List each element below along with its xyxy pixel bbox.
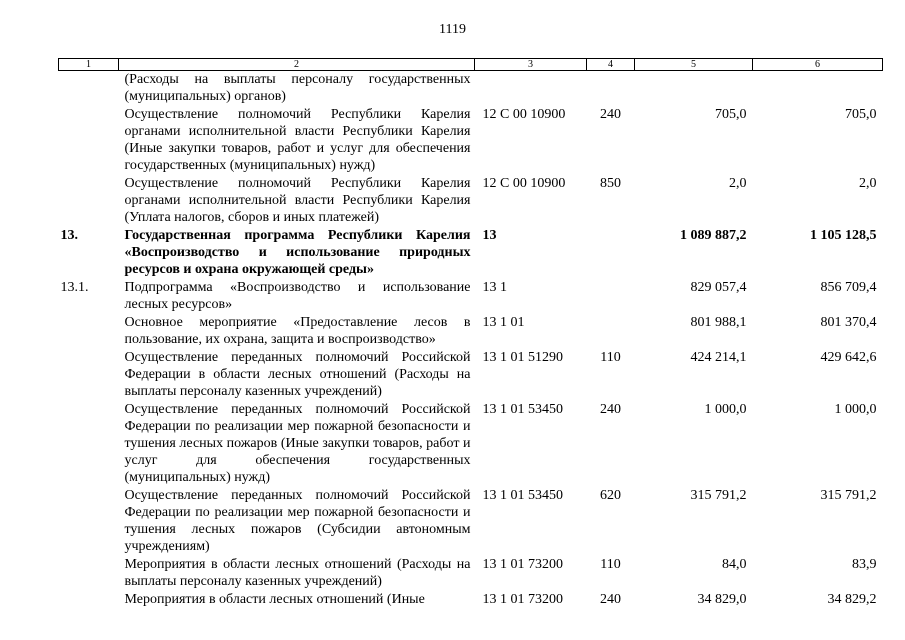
amount-year-2: 34 829,2 [827,592,877,607]
row-description: Осуществление полномочий Республики Карелия органами исполнительной власти Республики Карелия (Уплата налогов, сборов и иных платежей) [124,176,471,225]
row-number [59,556,119,591]
row-description: Государственная программа Республики Карелия «Воспроизводство и использование природных ресурсов и охрана окружающей среды» [124,228,471,277]
expense-type-code [587,279,635,314]
amount-year-2: 429 642,6 [820,350,877,365]
row-description: Осуществление переданных полномочий Российской Федерации по реализации мер пожарной безопасности и тушения лесных пожаров (Иные закупки товаров, работ и услуг для обеспечения государственных (муниципальных) нужд) [124,402,471,485]
table-header [59,59,883,71]
row-description: Подпрограмма «Воспроизводство и использование лесных ресурсов» [124,280,471,312]
table-row [59,175,883,227]
table-row [59,401,883,487]
target-article-code: 12 С 00 10900 [482,176,566,191]
amount-year-1 [635,71,753,107]
target-article-code: 13 1 01 53450 [482,402,563,417]
table-row [59,106,883,175]
table-row [59,227,883,279]
amount-year-1: 1 000,0 [704,402,747,417]
table-row [59,556,883,591]
table-body [59,71,883,610]
table-row [59,591,883,609]
row-number [59,314,119,349]
column-header: 4 [587,59,635,71]
expense-type-code: 110 [600,350,621,365]
target-article-code [475,71,587,107]
row-description: Осуществление переданных полномочий Российской Федерации по реализации мер пожарной безопасности и тушения лесных пожаров (Субсидии автономным учреждениям) [124,488,471,554]
amount-year-2: 705,0 [845,107,877,122]
target-article-code: 13 1 [482,280,507,295]
expense-type-code: 240 [600,402,621,417]
amount-year-2: 1 105 128,5 [810,228,877,243]
expense-type-code [587,71,635,107]
column-header: 5 [635,59,753,71]
table-row [59,279,883,314]
amount-year-1: 84,0 [722,557,747,572]
row-number [59,349,119,401]
table-row [59,487,883,556]
column-header: 1 [59,59,119,71]
column-header: 2 [119,59,475,71]
row-number [59,71,119,107]
target-article-code: 13 1 01 51290 [482,350,563,365]
row-description: (Расходы на выплаты персоналу государственных (муниципальных) органов) [124,72,471,104]
column-header: 3 [475,59,587,71]
row-number [59,106,119,175]
target-article-code: 13 [482,228,497,243]
amount-year-1: 424 214,1 [690,350,747,365]
target-article-code: 12 С 00 10900 [482,107,566,122]
amount-year-2: 83,9 [852,557,877,572]
column-number-row [59,59,883,71]
row-number: 13.1. [60,280,89,295]
row-description: Осуществление переданных полномочий Российской Федерации в области лесных отношений (Расходы на выплаты персоналу казенных учреждений) [124,350,471,399]
target-article-code: 13 1 01 [482,315,525,330]
expense-type-code: 620 [600,488,621,503]
expense-type-code [587,314,635,349]
amount-year-1: 1 089 887,2 [680,228,747,243]
expense-type-code [587,227,635,279]
amount-year-1: 801 988,1 [690,315,747,330]
row-description: Осуществление полномочий Республики Карелия органами исполнительной власти Республики Карелия (Иные закупки товаров, работ и услуг для обеспечения государственных (муниципальных) нужд) [124,107,471,173]
row-number [59,487,119,556]
expense-type-code: 850 [600,176,621,191]
table-row [59,349,883,401]
expense-type-code: 240 [600,592,621,607]
expense-type-code: 240 [600,107,621,122]
amount-year-2: 801 370,4 [820,315,877,330]
amount-year-1: 2,0 [729,176,747,191]
amount-year-2: 2,0 [859,176,877,191]
amount-year-1: 34 829,0 [697,592,747,607]
row-number [59,175,119,227]
row-number [59,401,119,487]
amount-year-1: 315 791,2 [690,488,747,503]
amount-year-2: 856 709,4 [820,280,877,295]
target-article-code: 13 1 01 53450 [482,488,563,503]
row-description: Основное мероприятие «Предоставление лесов в пользование, их охрана, защита и воспроизводство» [124,315,471,347]
budget-table [58,58,883,609]
row-number [59,591,119,609]
row-number: 13. [60,228,78,243]
amount-year-2: 315 791,2 [820,488,877,503]
page-number: 1119 [439,22,466,37]
table-row [59,314,883,349]
row-description: Мероприятия в области лесных отношений (Расходы на выплаты персоналу казенных учреждений) [124,557,471,589]
amount-year-1: 705,0 [715,107,747,122]
amount-year-1: 829 057,4 [690,280,747,295]
column-header: 6 [753,59,883,71]
amount-year-2 [753,71,883,107]
target-article-code: 13 1 01 73200 [482,557,563,572]
target-article-code: 13 1 01 73200 [482,592,563,607]
table-row [59,71,883,107]
expense-type-code: 110 [600,557,621,572]
amount-year-2: 1 000,0 [834,402,877,417]
row-description: Мероприятия в области лесных отношений (Иные [124,592,425,607]
